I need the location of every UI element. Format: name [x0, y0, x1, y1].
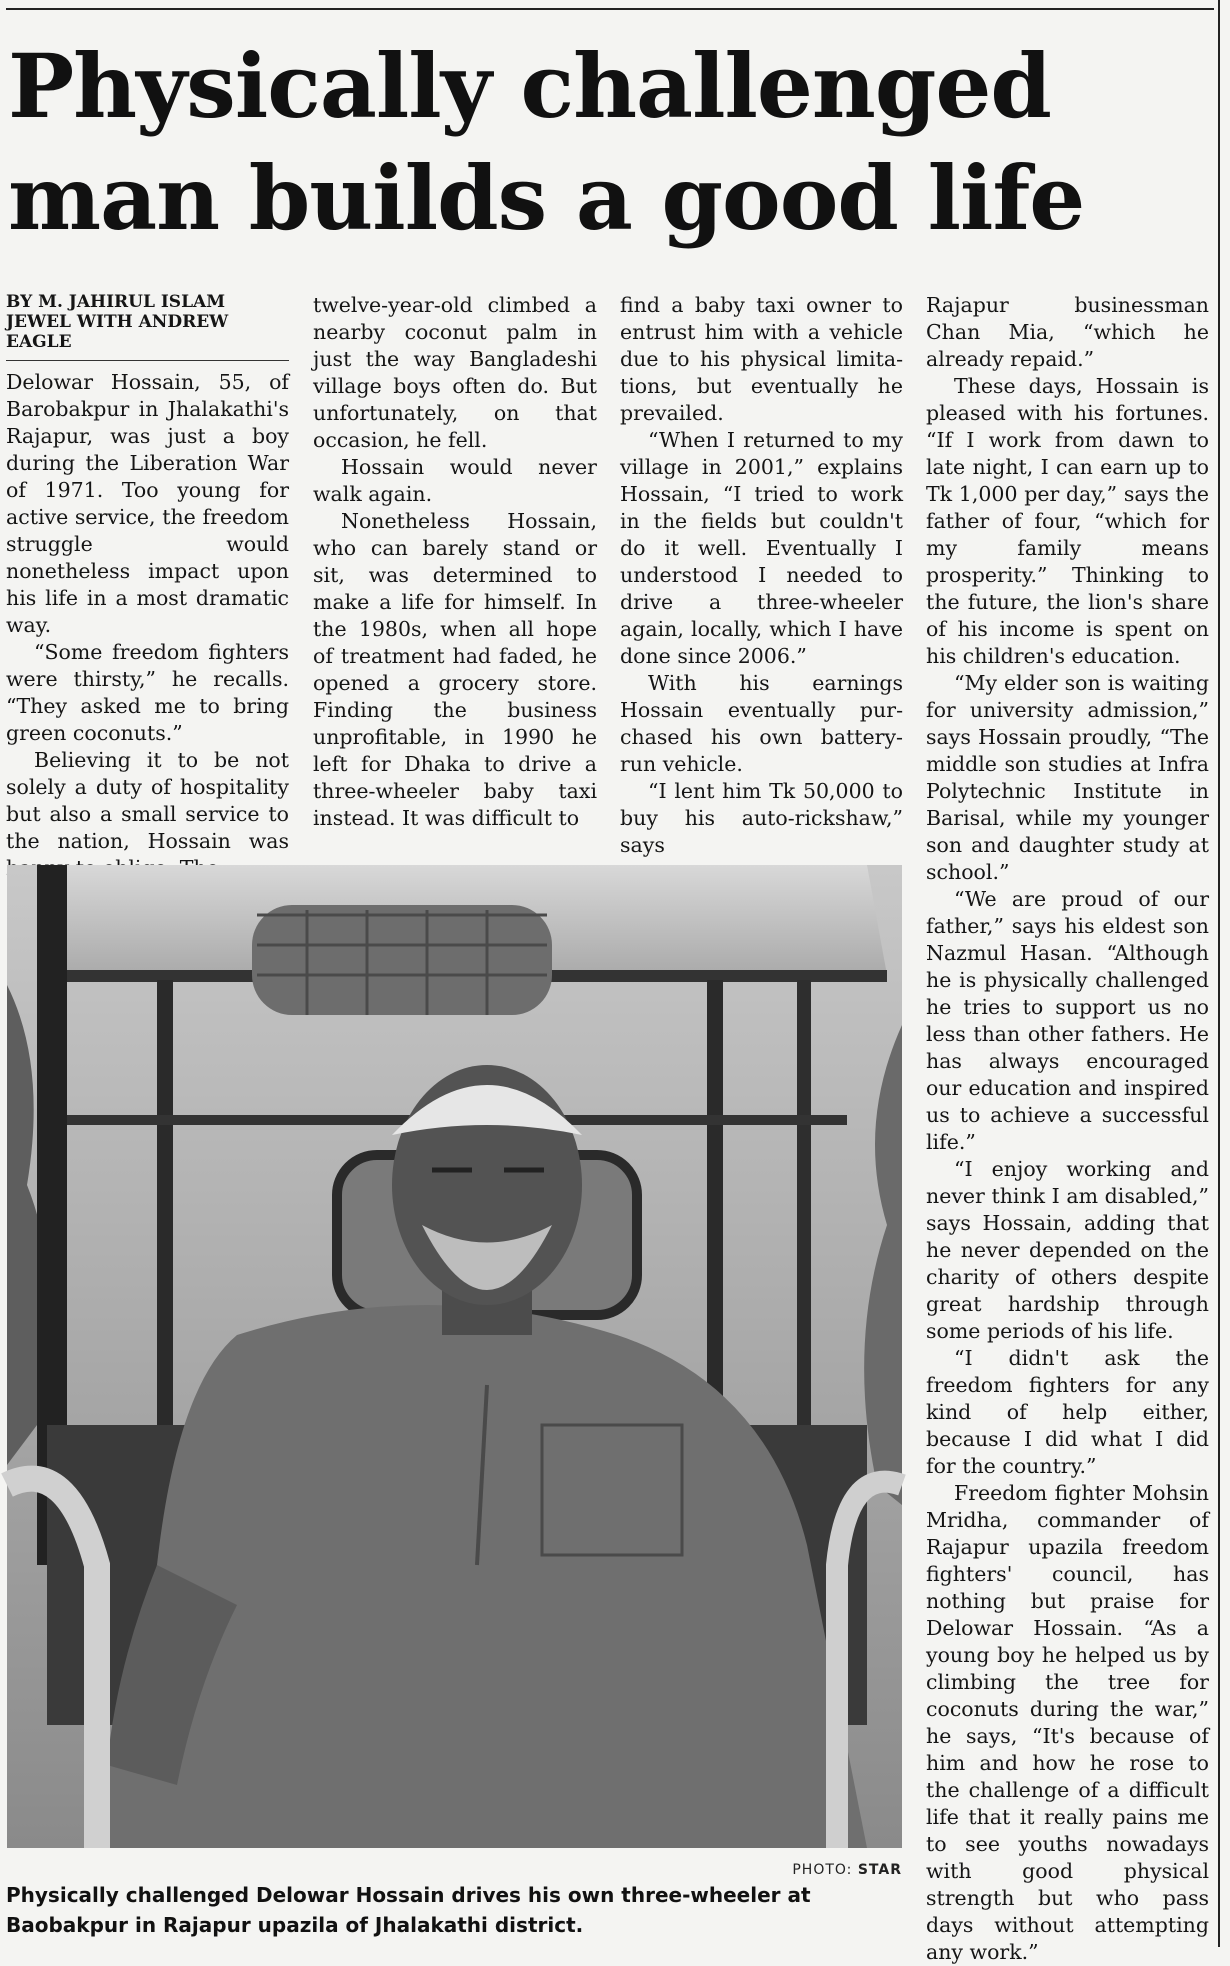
paragraph: “Some freedom fighters were thirsty,” he recalls. “They asked me to bring green coconuts.” [6, 640, 289, 745]
paragraph: “When I returned to my village in 2001,” explains Hossain, “I tried to work in the fields but couldn't do it well. Eventually I understood I needed to drive a three-wheeler again, locally, which I have done since 2006.” [620, 428, 903, 668]
paragraph: “We are proud of our father,” says his eldest son Nazmul Hasan. “Although he is physically challenged he tries to support us no less than other fathers. He has always encouraged our education and inspired us to achieve a successful life.” [926, 887, 1209, 1154]
paragraph: twelve-year-old climbed a nearby coconut palm in just the way Bangladeshi village boys often do. But unfortunately, on that occasion, he fell. [313, 293, 597, 452]
byline: BY M. JAHIRUL ISLAM JEWEL WITH ANDREW EAGLE [6, 292, 289, 361]
paragraph: Believing it to be not solely a duty of hospitality but also a small service to the nation, Hossain was [6, 748, 289, 853]
news-photo [7, 865, 902, 1848]
paragraph: “I enjoy working and never think I am disabled,” says Hossain, adding that he never depended on the charity of others despite great hardship through some periods of his life. [926, 1157, 1209, 1343]
photo-illustration [7, 865, 902, 1848]
paragraph: Rajapur businessman Chan Mia, “which he already repaid.” [926, 293, 1209, 371]
photo-caption: Physically challenged Delowar Hossain drives his own three-wheeler at Baobakpur in Rajapur upazila of Jhalakathi district. [6, 1883, 811, 1937]
paragraph: Nonetheless Hossain, who can barely stand or sit, was determined to make a life for himself. In the 1980s, when all hope of treatment had faded, he opened a grocery store. Finding the business unprofitable, in 1990 he left for Dhaka to drive a three-wheeler baby taxi instead. It was difficult to [313, 509, 597, 830]
top-rule [6, 8, 1214, 10]
paragraph: These days, Hossain is pleased with his fortunes. “If I work from dawn to late night, I can earn up to Tk 1,000 per day,” says the father of four, “which for my family means prosperity.” Thinking to the future, the lion's share of his income is spent on his children's education. [926, 374, 1209, 668]
paragraph: Freedom fighter Mohsin Mridha, commander of Rajapur upazila freedom fighters' council, has nothing but praise for Delowar Hossain. “As a young boy he helped us by climbing the tree for coconuts during the war,” he says, “It's because of him and how he rose to the challenge of a difficult life that it really pains me to see youths nowadays with good physical strength but who pass days without attempting any work.” [926, 1481, 1209, 1964]
paragraph: Hossain would never walk again. [313, 455, 597, 506]
paragraph: “I lent him Tk 50,000 to buy his auto-rickshaw,” says [620, 779, 903, 857]
column-3 [620, 292, 903, 857]
paragraph: “My elder son is waiting for university admission,” says Hossain proudly, “The middle son studies at Infra Polytechnic Institute in Barisal, while my younger son and daughter study at school.” [926, 671, 1209, 884]
column-4 [926, 292, 1209, 1964]
right-column-rule [1218, 0, 1220, 1947]
paragraph: “I didn't ask the freedom fighters for any kind of help either, because I did what I did for the country.” [926, 1346, 1209, 1478]
column-1 [6, 292, 289, 853]
paragraph: With his earnings Hossain eventually purchased his own battery-run vehicle. [620, 671, 903, 776]
headline: Physically challenged man builds a good life [8, 34, 1085, 250]
paragraph: find a baby taxi owner to entrust him with a vehicle due to his physical limitations, but eventually he prevailed. [620, 293, 903, 425]
column-2 [313, 292, 597, 848]
photo-credit: PHOTO: STAR [792, 1862, 902, 1878]
paragraph: Delowar Hossain, 55, of Barobakpur in Jhalakathi's Rajapur, was just a boy during the Liberation War of 1971. Too young for active service, the freedom struggle would nonetheless impact upon his life in a most dramatic way. [6, 370, 289, 637]
